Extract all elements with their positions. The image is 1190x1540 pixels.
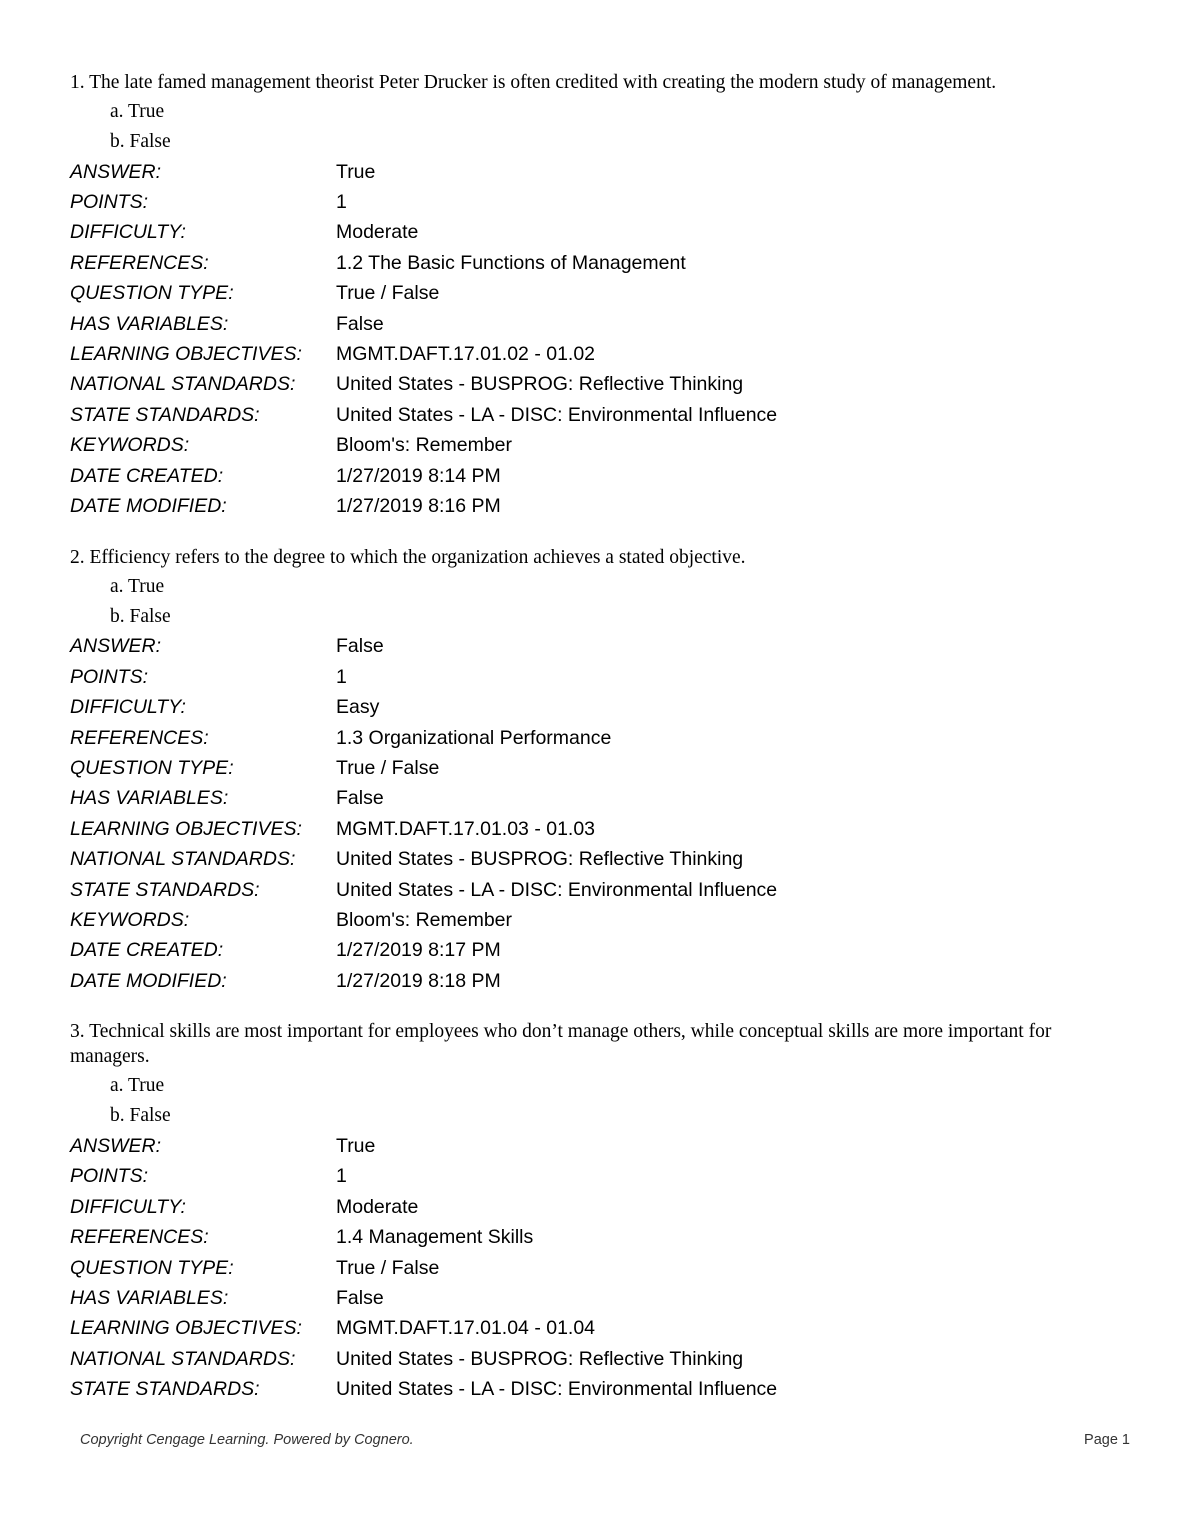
- meta-row-national-standards: [70, 844, 1130, 874]
- meta-row-question-type: [70, 1253, 1130, 1283]
- choice-a: a. True: [110, 1075, 165, 1097]
- meta-row-learning-objectives: [70, 339, 1130, 369]
- meta-value: False: [336, 1287, 384, 1310]
- meta-value: False: [336, 635, 384, 658]
- meta-key: STATE STANDARDS:: [70, 878, 260, 901]
- meta-key: ANSWER:: [70, 1135, 162, 1158]
- meta-row-difficulty: [70, 218, 1130, 248]
- answer-choices: [70, 572, 1130, 632]
- meta-key: DIFFICULTY:: [70, 696, 186, 719]
- meta-value: True: [336, 1135, 376, 1158]
- meta-value: 1/27/2019 8:14 PM: [336, 464, 501, 487]
- meta-row-references: [70, 723, 1130, 753]
- meta-value: Bloom's: Remember: [336, 908, 513, 931]
- meta-key: STATE STANDARDS:: [70, 1378, 260, 1401]
- meta-row-references: [70, 1223, 1130, 1253]
- question-metadata: [70, 1131, 1130, 1405]
- meta-row-state-standards: [70, 1375, 1130, 1405]
- meta-value: False: [336, 312, 384, 335]
- meta-key: DIFFICULTY:: [70, 1195, 186, 1218]
- question-3: [70, 1019, 1130, 1405]
- meta-value: 1.3 Organizational Performance: [336, 726, 612, 749]
- meta-row-date-modified: [70, 966, 1130, 996]
- meta-value: 1/27/2019 8:17 PM: [336, 939, 501, 962]
- meta-value: 1: [336, 665, 347, 688]
- meta-value: 1: [336, 1165, 347, 1188]
- question-metadata: [70, 632, 1130, 997]
- meta-row-references: [70, 248, 1130, 278]
- document-page: [70, 70, 1130, 1428]
- meta-row-has-variables: [70, 309, 1130, 339]
- meta-value: Bloom's: Remember: [336, 434, 513, 457]
- choice-b: b. False: [110, 605, 171, 627]
- meta-value: United States - LA - DISC: Environmental Influence: [336, 878, 778, 901]
- meta-row-question-type: [70, 753, 1130, 783]
- meta-value: True / False: [336, 1256, 440, 1279]
- meta-value: MGMT.DAFT.17.01.03 - 01.03: [336, 817, 596, 840]
- meta-key: KEYWORDS:: [70, 908, 190, 931]
- page-number: Page 1: [1084, 1432, 1130, 1448]
- meta-row-difficulty: [70, 692, 1130, 722]
- meta-value: True / False: [336, 282, 440, 305]
- question-2: [70, 545, 1130, 997]
- meta-row-question-type: [70, 279, 1130, 309]
- meta-key: REFERENCES:: [70, 1226, 209, 1249]
- meta-key: LEARNING OBJECTIVES:: [70, 343, 302, 366]
- meta-value: False: [336, 787, 384, 810]
- meta-value: Moderate: [336, 221, 419, 244]
- meta-value: Moderate: [336, 1195, 419, 1218]
- meta-key: DATE MODIFIED:: [70, 969, 227, 992]
- meta-key: LEARNING OBJECTIVES:: [70, 1317, 302, 1340]
- meta-row-has-variables: [70, 1283, 1130, 1313]
- meta-row-points: [70, 187, 1130, 217]
- meta-value: United States - LA - DISC: Environmental Influence: [336, 403, 778, 426]
- meta-key: ANSWER:: [70, 160, 162, 183]
- meta-value: MGMT.DAFT.17.01.04 - 01.04: [336, 1317, 596, 1340]
- page-footer: [80, 1432, 1130, 1448]
- meta-key: REFERENCES:: [70, 726, 209, 749]
- meta-key: POINTS:: [70, 665, 149, 688]
- meta-row-learning-objectives: [70, 1314, 1130, 1344]
- meta-value: United States - BUSPROG: Reflective Thinking: [336, 373, 744, 396]
- meta-row-points: [70, 662, 1130, 692]
- answer-choices: [70, 97, 1130, 157]
- meta-key: DATE CREATED:: [70, 939, 224, 962]
- meta-row-points: [70, 1162, 1130, 1192]
- meta-key: QUESTION TYPE:: [70, 1256, 234, 1279]
- meta-row-national-standards: [70, 370, 1130, 400]
- meta-value: 1/27/2019 8:18 PM: [336, 969, 501, 992]
- meta-key: HAS VARIABLES:: [70, 787, 229, 810]
- meta-value: United States - LA - DISC: Environmental Influence: [336, 1378, 778, 1401]
- meta-row-date-created: [70, 461, 1130, 491]
- question-text: 3. Technical skills are most important for employees who don’t manage others, while conceptual skills are more important for managers.: [70, 1021, 1052, 1068]
- choice-b: b. False: [110, 1105, 171, 1127]
- meta-key: POINTS:: [70, 191, 149, 214]
- meta-value: True / False: [336, 756, 440, 779]
- meta-key: HAS VARIABLES:: [70, 312, 229, 335]
- meta-key: QUESTION TYPE:: [70, 756, 234, 779]
- meta-key: HAS VARIABLES:: [70, 1287, 229, 1310]
- meta-key: POINTS:: [70, 1165, 149, 1188]
- meta-value: Easy: [336, 696, 380, 719]
- choice-a: a. True: [110, 101, 165, 122]
- meta-row-state-standards: [70, 400, 1130, 430]
- question-1: [70, 70, 1130, 522]
- meta-value: MGMT.DAFT.17.01.02 - 01.02: [336, 343, 596, 366]
- meta-row-keywords: [70, 431, 1130, 461]
- meta-key: NATIONAL STANDARDS:: [70, 373, 296, 396]
- meta-key: LEARNING OBJECTIVES:: [70, 817, 302, 840]
- question-text: 1. The late famed management theorist Peter Drucker is often credited with creating the modern study of management.: [70, 72, 997, 93]
- meta-key: NATIONAL STANDARDS:: [70, 1347, 296, 1370]
- meta-row-answer: [70, 632, 1130, 662]
- meta-row-answer: [70, 157, 1130, 187]
- meta-row-has-variables: [70, 784, 1130, 814]
- meta-key: DIFFICULTY:: [70, 221, 186, 244]
- choice-a: a. True: [110, 575, 165, 597]
- meta-row-national-standards: [70, 1344, 1130, 1374]
- meta-key: NATIONAL STANDARDS:: [70, 848, 296, 871]
- meta-row-answer: [70, 1131, 1130, 1161]
- meta-value: True: [336, 160, 376, 183]
- meta-row-learning-objectives: [70, 814, 1130, 844]
- meta-key: DATE MODIFIED:: [70, 494, 227, 517]
- meta-key: REFERENCES:: [70, 251, 209, 274]
- choice-b: b. False: [110, 131, 171, 152]
- question-text: 2. Efficiency refers to the degree to which the organization achieves a stated objective.: [70, 546, 746, 568]
- meta-key: DATE CREATED:: [70, 464, 224, 487]
- meta-value: 1.2 The Basic Functions of Management: [336, 251, 686, 274]
- meta-row-difficulty: [70, 1192, 1130, 1222]
- meta-key: QUESTION TYPE:: [70, 282, 234, 305]
- answer-choices: [70, 1071, 1130, 1131]
- meta-value: 1: [336, 191, 347, 214]
- meta-value: 1.4 Management Skills: [336, 1226, 534, 1249]
- copyright-text: Copyright Cengage Learning. Powered by Cognero.: [80, 1432, 414, 1448]
- meta-key: ANSWER:: [70, 635, 162, 658]
- question-metadata: [70, 157, 1130, 522]
- meta-key: KEYWORDS:: [70, 434, 190, 457]
- meta-value: United States - BUSPROG: Reflective Thinking: [336, 848, 744, 871]
- meta-row-keywords: [70, 905, 1130, 935]
- meta-value: 1/27/2019 8:16 PM: [336, 494, 501, 517]
- meta-row-date-created: [70, 936, 1130, 966]
- meta-row-state-standards: [70, 875, 1130, 905]
- meta-key: STATE STANDARDS:: [70, 403, 260, 426]
- meta-row-date-modified: [70, 491, 1130, 521]
- meta-value: United States - BUSPROG: Reflective Thinking: [336, 1347, 744, 1370]
